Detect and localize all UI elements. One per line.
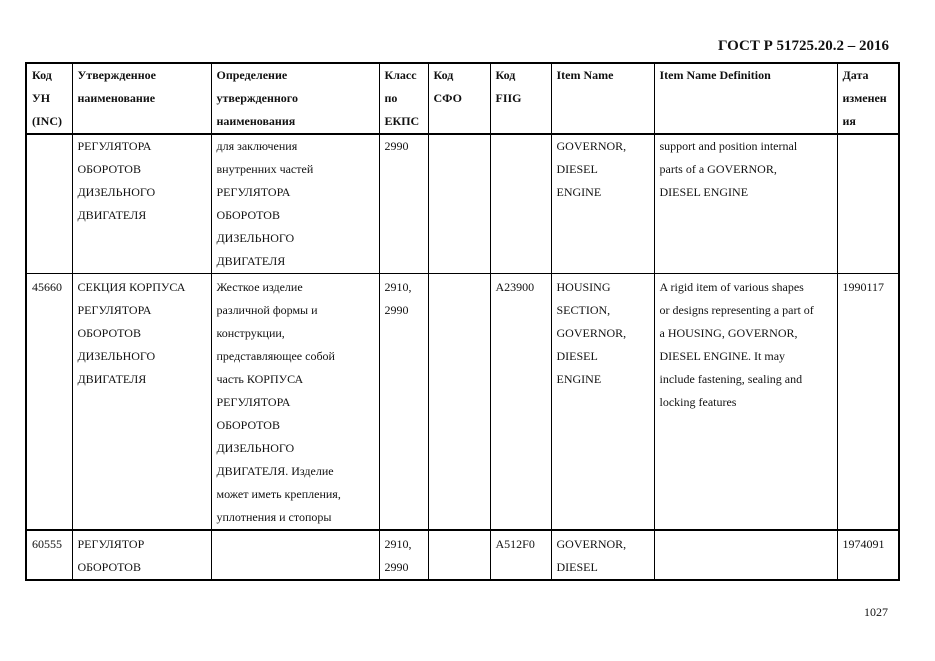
cell-sfo-code	[428, 274, 490, 531]
cell-fiig-code	[490, 134, 551, 274]
header-ekps-class	[379, 63, 428, 134]
cell-fiig-code	[490, 274, 551, 531]
page-number: 1027	[864, 605, 888, 619]
header-item-name	[551, 63, 654, 134]
cell-text-line: 2990	[384, 560, 409, 574]
cell-text-line: 60555	[32, 537, 62, 551]
cell-text-line: DIESEL	[556, 560, 598, 574]
cell-item-name-definition	[654, 134, 837, 274]
cell-text-line: ДИЗЕЛЬНОГО	[216, 231, 295, 245]
cell-ekps-class	[379, 530, 428, 580]
cell-text-line: support and position internal	[659, 139, 798, 153]
cell-sfo-code	[428, 530, 490, 580]
cell-text-line: parts of a GOVERNOR,	[659, 162, 777, 176]
cell-text-line: Дата	[842, 68, 869, 82]
cell-text-line: изменен	[842, 91, 887, 105]
cell-text-line: a HOUSING, GOVERNOR,	[659, 326, 798, 340]
cell-text-line: DIESEL ENGINE. It may	[659, 349, 786, 363]
cell-text-line: УН	[32, 91, 51, 105]
table-row	[26, 530, 899, 580]
cell-text-line: наименование	[77, 91, 156, 105]
cell-text-line: по	[384, 91, 398, 105]
cell-text-line: FIIG	[495, 91, 522, 105]
cell-approved-name	[72, 274, 211, 531]
header-name-definition	[211, 63, 379, 134]
cell-text-line: различной формы и	[216, 303, 318, 317]
cell-text-line: ЕКПС	[384, 114, 420, 128]
cell-text-line: ДИЗЕЛЬНОГО	[216, 441, 295, 455]
cell-item-name	[551, 134, 654, 274]
cell-text-line: ДВИГАТЕЛЯ	[77, 208, 147, 222]
cell-text-line: Утвержденное	[77, 68, 156, 82]
cell-text-line: наименования	[216, 114, 296, 128]
table-row	[26, 134, 899, 274]
cell-fiig-code	[490, 530, 551, 580]
header-fiig-code	[490, 63, 551, 134]
cell-text-line: ДВИГАТЕЛЯ. Изделие	[216, 464, 334, 478]
table-row	[26, 274, 899, 531]
cell-text-line: Код	[495, 68, 516, 82]
cell-change-date	[837, 134, 899, 274]
cell-inc-code	[26, 530, 72, 580]
cell-text-line: Определение	[216, 68, 288, 82]
cell-text-line: ОБОРОТОВ	[216, 418, 280, 432]
cell-text-line: РЕГУЛЯТОРА	[77, 139, 152, 153]
cell-text-line: 1974091	[842, 537, 885, 551]
cell-text-line: ОБОРОТОВ	[77, 560, 141, 574]
cell-text-line: СФО	[433, 91, 462, 105]
cell-text-line: утвержденного	[216, 91, 298, 105]
cell-sfo-code	[428, 134, 490, 274]
cell-text-line: СЕКЦИЯ КОРПУСА	[77, 280, 186, 294]
cell-text-line: A rigid item of various shapes	[659, 280, 804, 294]
cell-approved-name	[72, 134, 211, 274]
cell-text-line: DIESEL	[556, 162, 598, 176]
cell-name-definition	[211, 530, 379, 580]
cell-text-line: конструкции,	[216, 326, 285, 340]
cell-ekps-class	[379, 134, 428, 274]
cell-text-line: РЕГУЛЯТОРА	[216, 185, 291, 199]
cell-text-line: Код	[433, 68, 454, 82]
cell-item-name	[551, 274, 654, 531]
cell-text-line: include fastening, sealing and	[659, 372, 803, 386]
header-change-date	[837, 63, 899, 134]
cell-text-line: 1990117	[842, 280, 885, 294]
cell-text-line: уплотнения и стопоры	[216, 510, 332, 524]
cell-text-line: ия	[842, 114, 856, 128]
cell-change-date	[837, 530, 899, 580]
cell-text-line: ОБОРОТОВ	[216, 208, 280, 222]
cell-text-line: Класс	[384, 68, 417, 82]
cell-text-line: ENGINE	[556, 185, 602, 199]
cell-ekps-class	[379, 274, 428, 531]
cell-item-name	[551, 530, 654, 580]
cell-text-line: может иметь крепления,	[216, 487, 341, 501]
cell-text-line: Item Name Definition	[659, 68, 771, 82]
cell-text-line: ДИЗЕЛЬНОГО	[77, 185, 156, 199]
standard-designation: ГОСТ Р 51725.20.2 – 2016	[717, 38, 889, 54]
cell-text-line: РЕГУЛЯТОРА	[216, 395, 291, 409]
cell-text-line: РЕГУЛЯТОРА	[77, 303, 152, 317]
cell-text-line: GOVERNOR,	[556, 537, 627, 551]
cell-text-line: Код	[32, 68, 52, 82]
cell-text-line: locking features	[659, 395, 737, 409]
cell-text-line: A512F0	[495, 537, 535, 551]
cell-text-line: A23900	[495, 280, 535, 294]
cell-text-line: ENGINE	[556, 372, 602, 386]
cell-text-line: GOVERNOR,	[556, 139, 627, 153]
cell-text-line: 2910,	[384, 537, 412, 551]
cell-item-name-definition	[654, 530, 837, 580]
header-inc-code	[26, 63, 72, 134]
cell-text-line: GOVERNOR,	[556, 326, 627, 340]
header-item-name-definition	[654, 63, 837, 134]
header-sfo-code	[428, 63, 490, 134]
cell-text-line: HOUSING	[556, 280, 611, 294]
cell-text-line: для заключения	[216, 139, 298, 153]
cell-name-definition	[211, 134, 379, 274]
cell-text-line: часть КОРПУСА	[216, 372, 304, 386]
cell-text-line: Жесткое изделие	[216, 280, 303, 294]
cell-text-line: 2910,	[384, 280, 412, 294]
cell-approved-name	[72, 530, 211, 580]
cell-item-name-definition	[654, 274, 837, 531]
cell-change-date	[837, 274, 899, 531]
cell-text-line: (INC)	[32, 114, 62, 128]
cell-name-definition	[211, 274, 379, 531]
cell-text-line: ДВИГАТЕЛЯ	[77, 372, 147, 386]
cell-text-line: SECTION,	[556, 303, 611, 317]
cell-text-line: ДВИГАТЕЛЯ	[216, 254, 286, 268]
cell-text-line: ОБОРОТОВ	[77, 326, 141, 340]
cell-text-line: ДИЗЕЛЬНОГО	[77, 349, 156, 363]
cell-text-line: ОБОРОТОВ	[77, 162, 141, 176]
catalog-table	[25, 62, 900, 581]
cell-text-line: DIESEL	[556, 349, 598, 363]
cell-text-line: DIESEL ENGINE	[659, 185, 749, 199]
cell-text-line: внутренних частей	[216, 162, 314, 176]
cell-text-line: 2990	[384, 303, 409, 317]
cell-text-line: 45660	[32, 280, 62, 294]
cell-text-line: представляющее собой	[216, 349, 335, 363]
cell-text-line: 2990	[384, 139, 409, 153]
header-approved-name	[72, 63, 211, 134]
cell-text-line: Item Name	[556, 68, 614, 82]
cell-text-line: or designs representing a part of	[659, 303, 814, 317]
cell-inc-code	[26, 134, 72, 274]
cell-inc-code	[26, 274, 72, 531]
header-row	[26, 63, 899, 134]
cell-text-line: РЕГУЛЯТОР	[77, 537, 145, 551]
